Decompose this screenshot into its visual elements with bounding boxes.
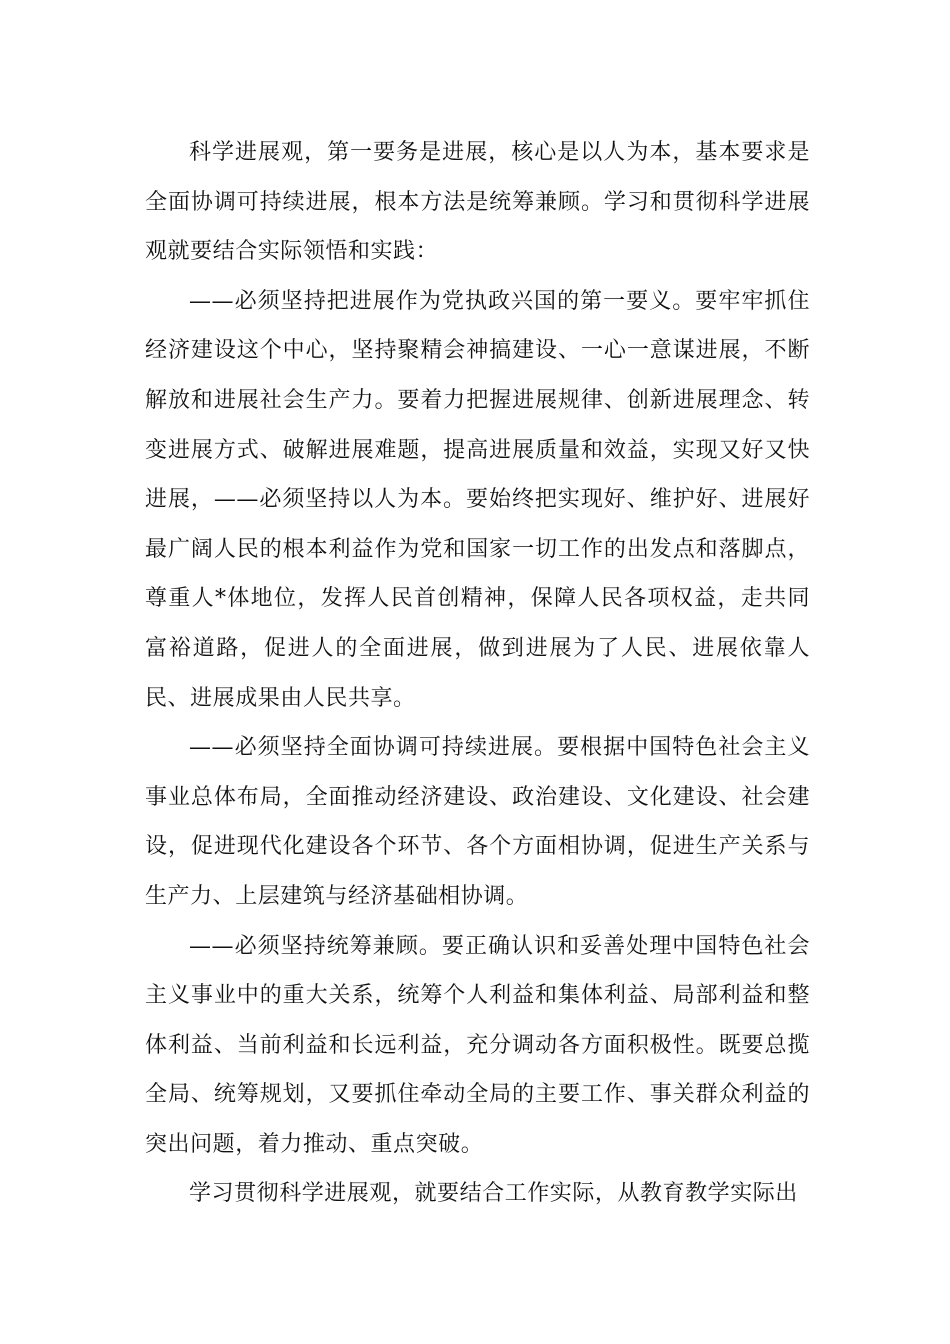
paragraph-overall-planning: ——必须坚持统筹兼顾。要正确认识和妥善处理中国特色社会主义事业中的重大关系，统筹个人利益和集体利益、局部利益和整体利益、当前利益和长远利益，充分调动各方面积极性。既要总揽全局、统筹规划，又要抓住牵动全局的主要工作、事关群众利益的突出问题，着力推动、重点突破。 xyxy=(145,933,810,1157)
paragraph-intro: 科学进展观，第一要务是进展，核心是以人为本，基本要求是全面协调可持续进展，根本方法是统筹兼顾。学习和贯彻科学进展观就要结合实际领悟和实践： xyxy=(145,140,810,265)
document-body xyxy=(145,128,810,1219)
paragraph-comprehensive-coordination: ——必须坚持全面协调可持续进展。要根据中国特色社会主义事业总体布局，全面推动经济建设、政治建设、文化建设、社会建设，促进现代化建设各个环节、各个方面相协调，促进生产关系与生产力、上层建筑与经济基础相协调。 xyxy=(145,735,810,909)
paragraph-development-first: ——必须坚持把进展作为党执政兴国的第一要义。要牢牢抓住经济建设这个中心，坚持聚精会神搞建设、一心一意谋进展，不断解放和进展社会生产力。要着力把握进展规律、创新进展理念、转变进展方式、破解进展难题，提高进展质量和效益，实现又好又快进展，——必须坚持以人为本。要始终把实现好、维护好、进展好最广阔人民的根本利益作为党和国家一切工作的出发点和落脚点，尊重人*体地位，发挥人民首创精神，保障人民各项权益，走共同富裕道路，促进人的全面进展，做到进展为了人民、进展依靠人民、进展成果由人民共享。 xyxy=(145,288,810,711)
paragraph-study-practice: 学习贯彻科学进展观，就要结合工作实际，从教育教学实际出 xyxy=(189,1181,798,1207)
